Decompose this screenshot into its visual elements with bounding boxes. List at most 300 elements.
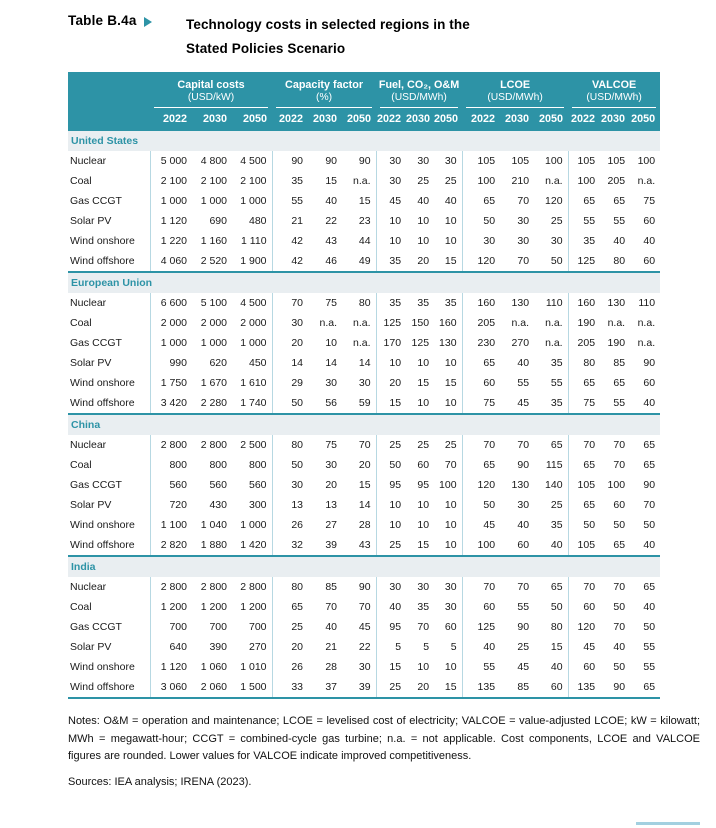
table-cell: n.a. (637, 175, 656, 188)
table-cell: 60 (568, 597, 600, 617)
table-cell: 230 (462, 333, 500, 353)
table-cell: 49 (342, 251, 376, 272)
table-title-block (0, 0, 716, 60)
table-cell: 2 800 (150, 577, 192, 597)
table-number: Table B.4a (68, 13, 137, 28)
table-cell: 25 (376, 535, 406, 556)
table-cell: 60 (444, 621, 457, 634)
table-cell: 110 (638, 297, 656, 310)
table-cell: 100 (439, 479, 457, 492)
table-cell: n.a. (545, 175, 563, 188)
table-cell: 25 (272, 617, 308, 637)
table-cell: 1 220 (150, 231, 192, 251)
table-cell: 5 100 (200, 297, 227, 310)
table-cell: 45 (358, 621, 371, 634)
table-cell: 100 (462, 171, 500, 191)
table-cell: 60 (462, 597, 500, 617)
table-row (68, 455, 660, 475)
table-cell: 55 (550, 377, 563, 390)
column-group-header-0 (150, 72, 272, 108)
row-label: Wind onshore (70, 235, 135, 248)
table-cell: 130 (511, 479, 530, 492)
table-cell: 75 (568, 393, 600, 414)
table-cell: 105 (568, 535, 600, 556)
table-row (68, 495, 660, 515)
column-group-name: Capacity factor (285, 79, 364, 92)
table-cell: 65 (272, 597, 308, 617)
table-cell: n.a. (545, 317, 563, 330)
table-cell: 40 (643, 601, 656, 614)
table-cell: 10 (417, 235, 430, 248)
table-caption (186, 13, 470, 60)
table-cell: 30 (358, 377, 371, 390)
row-label: Nuclear (70, 581, 107, 594)
table-cell: 210 (511, 175, 530, 188)
table-cell: 2 100 (200, 175, 227, 188)
table-cell: 10 (444, 519, 457, 532)
table-number-label (68, 13, 186, 28)
year-header: 2022 (376, 108, 406, 131)
table-cell: 42 (272, 231, 308, 251)
table-cell: 1 000 (240, 195, 267, 208)
table-cell: 135 (568, 677, 600, 698)
table-cell: 50 (272, 455, 308, 475)
table-cell: 40 (534, 535, 568, 556)
table-cell: 2 000 (200, 317, 227, 330)
table-cell: 560 (150, 475, 192, 495)
table-cell: 45 (568, 637, 600, 657)
table-cell: 270 (511, 337, 530, 350)
table-cell: 70 (517, 195, 530, 208)
table-cell: 120 (462, 475, 500, 495)
table-cell: 30 (325, 459, 338, 472)
table-cell: 10 (417, 519, 430, 532)
table-corner-cell (68, 72, 150, 131)
table-row (68, 535, 660, 556)
table-cell: 50 (613, 519, 626, 532)
table-cell: 65 (568, 373, 600, 393)
table-cell: 50 (462, 495, 500, 515)
year-header: 2022 (568, 108, 600, 131)
table-cell: 640 (150, 637, 192, 657)
table-cell: 22 (325, 215, 338, 228)
column-group-unit: (USD/MWh) (391, 92, 447, 104)
table-cell: 42 (272, 251, 308, 272)
table-cell: 2 520 (192, 251, 232, 272)
table-cell: 50 (534, 251, 568, 272)
table-cell: 40 (376, 597, 406, 617)
table-cell: 1 100 (150, 515, 192, 535)
table-cell: 2 800 (150, 435, 192, 455)
table-cell: 70 (500, 251, 534, 272)
row-label: Wind offshore (68, 677, 150, 698)
table-cell: 6 600 (150, 293, 192, 313)
table-cell: 90 (600, 677, 630, 698)
row-label: Gas CCGT (70, 337, 122, 350)
table-cell: 70 (325, 601, 338, 614)
table-cell: 70 (568, 435, 600, 455)
table-cell: 430 (209, 499, 227, 512)
table-cell: 10 (444, 235, 457, 248)
table-cell: 30 (272, 475, 308, 495)
table-cell: 1 000 (200, 195, 227, 208)
table-cell: 1 750 (150, 373, 192, 393)
table-cell: 4 060 (150, 251, 192, 272)
table-cell: 30 (517, 215, 530, 228)
table-cell: 65 (462, 191, 500, 211)
table-cell: 270 (249, 641, 267, 654)
table-cell: 10 (417, 357, 430, 370)
table-cell: 60 (643, 377, 656, 390)
table-cell: 10 (434, 535, 462, 556)
table-cell: 45 (517, 661, 530, 674)
table-cell: 70 (358, 439, 371, 452)
year-header: 2030 (500, 108, 534, 131)
table-cell: 130 (439, 337, 457, 350)
table-cell: 70 (643, 499, 656, 512)
table-cell: 75 (643, 195, 656, 208)
column-group-name: Capital costs (177, 79, 245, 92)
table-cell: n.a. (607, 317, 626, 330)
table-cell: 75 (325, 439, 338, 452)
table-cell: 120 (568, 617, 600, 637)
table-cell: 620 (209, 357, 227, 370)
table-cell: 90 (272, 151, 308, 171)
table-cell: 105 (607, 155, 626, 168)
table-cell: 95 (417, 479, 430, 492)
table-cell: 55 (462, 657, 500, 677)
table-cell: 70 (417, 621, 430, 634)
table-cell: 5 (450, 641, 457, 654)
column-group-unit: (USD/kW) (187, 92, 235, 104)
table-cell: 160 (568, 293, 600, 313)
table-cell: 105 (462, 151, 500, 171)
table-cell: 15 (434, 677, 462, 698)
table-cell: 20 (272, 333, 308, 353)
table-cell: 25 (444, 439, 457, 452)
table-cell: 140 (545, 479, 563, 492)
table-cell: 28 (325, 661, 338, 674)
table-cell: 60 (613, 499, 626, 512)
table-cell: 14 (358, 499, 371, 512)
table-cell: 14 (272, 353, 308, 373)
table-row (68, 617, 660, 637)
table-body (68, 131, 660, 698)
table-row (68, 333, 660, 353)
table-cell: 14 (325, 357, 338, 370)
table-cell: 2 800 (200, 439, 227, 452)
table-cell: n.a. (637, 337, 656, 350)
table-cell: 65 (462, 353, 500, 373)
table-cell: 60 (630, 251, 660, 272)
technology-costs-table (68, 72, 660, 699)
table-cell: 50 (376, 455, 406, 475)
table-cell: 10 (376, 231, 406, 251)
table-cell: 95 (376, 617, 406, 637)
table-cell: 65 (643, 459, 656, 472)
row-label: Nuclear (70, 297, 107, 310)
table-cell: 205 (462, 313, 500, 333)
table-cell: 60 (462, 373, 500, 393)
table-cell: 35 (550, 357, 563, 370)
row-label: Coal (70, 601, 92, 614)
table-cell: 10 (376, 353, 406, 373)
table-cell: 1 200 (150, 597, 192, 617)
table-cell: 4 500 (240, 155, 267, 168)
table-cell: 56 (308, 393, 342, 414)
row-label: Gas CCGT (70, 479, 122, 492)
table-cell: 55 (272, 191, 308, 211)
table-cell: 85 (500, 677, 534, 698)
table-cell: 60 (568, 657, 600, 677)
table-cell: 25 (417, 439, 430, 452)
table-cell: 30 (517, 499, 530, 512)
table-cell: 2 800 (240, 581, 267, 594)
table-row (68, 677, 660, 698)
table-cell: 105 (568, 475, 600, 495)
table-cell: 43 (325, 235, 338, 248)
table-row (68, 251, 660, 272)
table-row (68, 171, 660, 191)
table-cell: 70 (568, 577, 600, 597)
year-header: 2050 (232, 108, 272, 131)
table-cell: 70 (444, 459, 457, 472)
year-header: 2050 (534, 108, 568, 131)
table-cell: 1 610 (240, 377, 267, 390)
table-cell: 70 (517, 581, 530, 594)
row-label: Gas CCGT (70, 621, 122, 634)
table-cell: 205 (568, 333, 600, 353)
table-cell: 25 (417, 175, 430, 188)
table-cell: 75 (325, 297, 338, 310)
table-cell: 30 (325, 377, 338, 390)
table-cell: n.a. (353, 317, 371, 330)
table-cell: 15 (325, 175, 338, 188)
table-cell: 390 (209, 641, 227, 654)
table-cell: 35 (376, 251, 406, 272)
table-cell: 1 420 (232, 535, 272, 556)
table-cell: 40 (613, 235, 626, 248)
table-cell: 700 (249, 621, 267, 634)
table-cell: 1 000 (240, 519, 267, 532)
table-cell: 20 (358, 459, 371, 472)
table-cell: 35 (534, 393, 568, 414)
table-cell: 160 (462, 293, 500, 313)
table-cell: n.a. (545, 337, 563, 350)
table-cell: 700 (150, 617, 192, 637)
table-cell: 40 (444, 195, 457, 208)
table-cell: 1 880 (192, 535, 232, 556)
table-cell: 28 (358, 519, 371, 532)
table-cell: 450 (249, 357, 267, 370)
table-cell: 90 (517, 621, 530, 634)
table-cell: 205 (607, 175, 626, 188)
table-caption-line2: Stated Policies Scenario (186, 40, 346, 56)
table-cell: 60 (417, 459, 430, 472)
table-cell: 65 (643, 581, 656, 594)
table-cell: 120 (545, 195, 563, 208)
table-cell: 1 000 (200, 337, 227, 350)
page-corner-accent (636, 822, 700, 825)
table-cell: 70 (358, 601, 371, 614)
year-header: 2030 (308, 108, 342, 131)
table-cell: 1 010 (240, 661, 267, 674)
year-header: 2022 (150, 108, 192, 131)
table-cell: 80 (272, 435, 308, 455)
column-group-name: VALCOE (591, 79, 637, 92)
table-cell: 65 (613, 377, 626, 390)
table-cell: 25 (517, 641, 530, 654)
row-label: Wind onshore (70, 519, 135, 532)
sources-text: Sources: IEA analysis; IRENA (2023). (68, 776, 252, 789)
table-cell: n.a. (353, 337, 371, 350)
table-cell: 40 (613, 641, 626, 654)
table-cell: 15 (550, 641, 563, 654)
table-cell: 25 (444, 175, 457, 188)
table-cell: 70 (517, 439, 530, 452)
table-cell: 105 (568, 151, 600, 171)
table-cell: 135 (462, 677, 500, 698)
table-cell: 10 (376, 495, 406, 515)
table-cell: 70 (613, 439, 626, 452)
table-cell: n.a. (637, 317, 656, 330)
row-label: Solar PV (70, 357, 112, 370)
table-cell: 45 (462, 515, 500, 535)
table-cell: 55 (517, 601, 530, 614)
table-row (68, 373, 660, 393)
table-cell: 55 (600, 393, 630, 414)
table-cell: 115 (545, 459, 563, 472)
table-cell: 59 (342, 393, 376, 414)
table-cell: 35 (444, 297, 457, 310)
table-cell: 50 (643, 621, 656, 634)
table-cell: 100 (607, 479, 626, 492)
table-cell: 1 040 (200, 519, 227, 532)
table-cell: 1 060 (200, 661, 227, 674)
table-cell: 10 (444, 215, 457, 228)
column-group-name: Fuel, CO₂, O&M (378, 79, 460, 92)
table-header (68, 72, 660, 131)
table-cell: 65 (568, 495, 600, 515)
table-cell: 2 000 (150, 313, 192, 333)
table-cell: 65 (550, 581, 563, 594)
table-cell: 1 160 (200, 235, 227, 248)
section-header-european-union: European Union (68, 272, 660, 293)
table-cell: 1 000 (150, 333, 192, 353)
table-cell: 75 (462, 393, 500, 414)
table-cell: 20 (325, 479, 338, 492)
table-cell: 30 (358, 661, 371, 674)
table-cell: 44 (358, 235, 371, 248)
table-cell: 13 (325, 499, 338, 512)
table-cell: 1 200 (200, 601, 227, 614)
table-row (68, 293, 660, 313)
table-cell: 720 (150, 495, 192, 515)
table-cell: 40 (643, 235, 656, 248)
year-header: 2030 (406, 108, 434, 131)
table-cell: 40 (550, 661, 563, 674)
table-cell: 30 (417, 155, 430, 168)
table-cell: 20 (406, 677, 434, 698)
table-cell: 4 800 (200, 155, 227, 168)
table-cell: 90 (517, 459, 530, 472)
table-cell: 15 (376, 657, 406, 677)
table-cell: 100 (637, 155, 656, 168)
table-cell: 800 (209, 459, 227, 472)
table-cell: 15 (406, 535, 434, 556)
year-header: 2030 (192, 108, 232, 131)
table-cell: 25 (550, 215, 563, 228)
row-label: Solar PV (70, 641, 112, 654)
table-cell: 65 (643, 439, 656, 452)
section-header-united-states: United States (68, 131, 660, 151)
table-cell: 80 (600, 251, 630, 272)
table-cell: 1 900 (232, 251, 272, 272)
table-cell: 70 (613, 459, 626, 472)
table-cell: 100 (462, 535, 500, 556)
table-cell: 25 (550, 499, 563, 512)
table-cell: 25 (376, 435, 406, 455)
table-cell: 80 (568, 353, 600, 373)
table-cell: 30 (462, 231, 500, 251)
table-cell: 50 (550, 601, 563, 614)
table-cell: 14 (358, 357, 371, 370)
triangle-right-icon (144, 17, 152, 27)
table-cell: 30 (444, 601, 457, 614)
table-cell: 80 (272, 577, 308, 597)
table-cell: 15 (358, 195, 371, 208)
table-cell: 50 (643, 519, 656, 532)
table-cell: 39 (342, 677, 376, 698)
table-cell: 125 (411, 337, 430, 350)
table-cell: 80 (358, 297, 371, 310)
table-cell: 21 (325, 641, 338, 654)
table-cell: 37 (308, 677, 342, 698)
table-cell: 150 (411, 317, 430, 330)
table-cell: 60 (534, 677, 568, 698)
table-cell: 55 (568, 211, 600, 231)
table-cell: 10 (376, 211, 406, 231)
table-row (68, 435, 660, 455)
table-cell: 1 740 (232, 393, 272, 414)
table-caption-line1: Technology costs in selected regions in the (186, 17, 470, 32)
year-header: 2022 (462, 108, 500, 131)
table-cell: 30 (550, 235, 563, 248)
table-cell: 690 (209, 215, 227, 228)
row-label: Wind offshore (68, 393, 150, 414)
table-cell: 50 (568, 515, 600, 535)
table-cell: 5 (423, 641, 430, 654)
table-cell: 90 (643, 479, 656, 492)
table-cell: 55 (643, 661, 656, 674)
table-cell: 990 (150, 353, 192, 373)
table-cell: 1 000 (240, 337, 267, 350)
table-cell: 65 (568, 455, 600, 475)
table-cell: 1 500 (232, 677, 272, 698)
table-cell: 160 (439, 317, 457, 330)
table-cell: 800 (150, 455, 192, 475)
table-cell: 29 (272, 373, 308, 393)
year-header: 2050 (434, 108, 462, 131)
row-label: Solar PV (70, 215, 112, 228)
table-cell: 560 (249, 479, 267, 492)
table-cell: 15 (358, 479, 371, 492)
table-cell: 700 (209, 621, 227, 634)
table-cell: 55 (643, 641, 656, 654)
table-row (68, 637, 660, 657)
table-row (68, 577, 660, 597)
row-label: Gas CCGT (70, 195, 122, 208)
